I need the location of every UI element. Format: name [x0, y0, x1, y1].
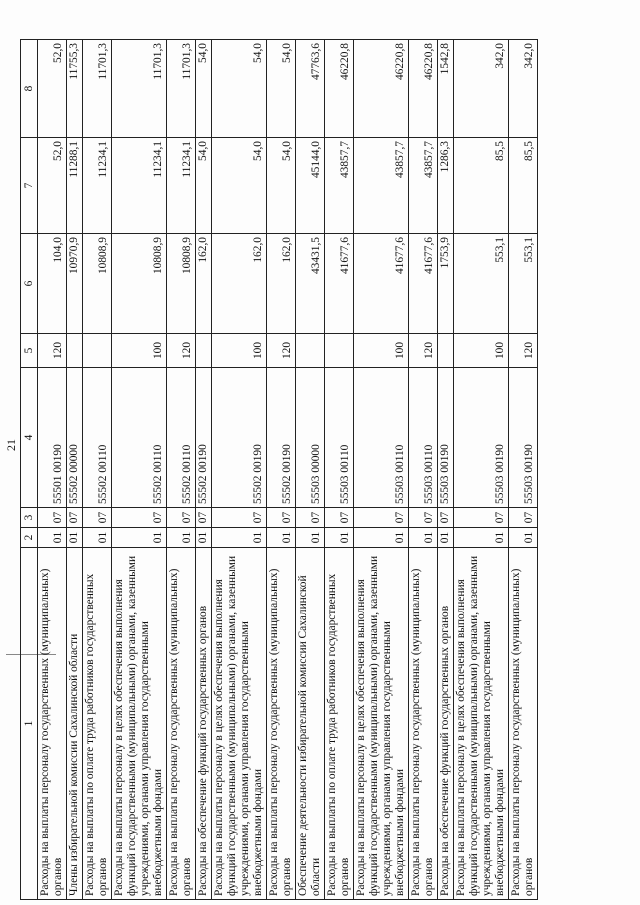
amount-col6: 10808,9	[167, 234, 196, 334]
row-description: Расходы на выплаты по оплате труда работников государственных органов	[83, 548, 112, 900]
amount-col6: 10808,9	[83, 234, 112, 334]
amount-col8: 1542,8	[438, 40, 454, 138]
row-description: Расходы на выплаты персоналу в целях обеспечения выполнения функций государственными (муниципальными) органами, казенными учреждениями, органами управления государственными внебюджетными фондами	[112, 548, 167, 900]
target-article-code: 55502 00110	[83, 368, 112, 508]
amount-col8: 11701,3	[112, 40, 167, 138]
rotated-page-content	[4, 30, 538, 900]
subsection-code: 07	[438, 508, 454, 528]
header-cell: 5	[21, 334, 38, 368]
section-code: 01	[354, 528, 409, 548]
table-row	[67, 40, 83, 900]
table-row	[354, 40, 409, 900]
target-article-code: 55503 00190	[454, 368, 509, 508]
section-code: 01	[196, 528, 212, 548]
row-description: Расходы на выплаты персоналу государственных (муниципальных) органов	[267, 548, 296, 900]
page-number: 21	[4, 439, 18, 451]
subsection-code: 07	[38, 508, 67, 528]
section-code: 01	[438, 528, 454, 548]
expense-type-code: 120	[38, 334, 67, 368]
row-description: Расходы на выплаты персоналу государственных (муниципальных) органов	[409, 548, 438, 900]
amount-col7: 11234,1	[167, 138, 196, 234]
table-row	[296, 40, 325, 900]
table-row	[267, 40, 296, 900]
amount-col8: 46220,8	[325, 40, 354, 138]
amount-col6: 41677,6	[409, 234, 438, 334]
amount-col8: 54,0	[196, 40, 212, 138]
amount-col7: 85,5	[509, 138, 538, 234]
amount-col6: 162,0	[267, 234, 296, 334]
subsection-code: 07	[267, 508, 296, 528]
subsection-code: 07	[212, 508, 267, 528]
subsection-code: 07	[454, 508, 509, 528]
target-article-code: 55503 00110	[325, 368, 354, 508]
row-description: Расходы на выплаты по оплате труда работников государственных органов	[325, 548, 354, 900]
expense-type-code	[438, 334, 454, 368]
table-row	[509, 40, 538, 900]
table-row	[83, 40, 112, 900]
amount-col6: 553,1	[454, 234, 509, 334]
amount-col6: 162,0	[196, 234, 212, 334]
amount-col8: 46220,8	[409, 40, 438, 138]
subsection-code: 07	[409, 508, 438, 528]
amount-col6: 43431,5	[296, 234, 325, 334]
amount-col6: 10970,9	[67, 234, 83, 334]
amount-col8: 11755,3	[67, 40, 83, 138]
table-header-row	[21, 40, 38, 900]
row-description: Расходы на выплаты персоналу в целях обеспечения выполнения функций государственными (муниципальными) органами, казенными учреждениями, органами управления государственными внебюджетными фондами	[212, 548, 267, 900]
row-description: Расходы на выплаты персоналу в целях обеспечения выполнения функций государственными (муниципальными) органами, казенными учреждениями, органами управления государственными внебюджетными фондами	[354, 548, 409, 900]
subsection-code: 07	[112, 508, 167, 528]
expense-type-code: 100	[454, 334, 509, 368]
expense-type-code	[296, 334, 325, 368]
amount-col8: 54,0	[267, 40, 296, 138]
amount-col7: 1286,3	[438, 138, 454, 234]
amount-col7: 52,0	[38, 138, 67, 234]
amount-col7: 11234,1	[112, 138, 167, 234]
budget-table	[20, 39, 538, 900]
section-code: 01	[325, 528, 354, 548]
header-cell: 1	[21, 548, 38, 900]
subsection-code: 07	[167, 508, 196, 528]
target-article-code: 55502 00190	[212, 368, 267, 508]
expense-type-code: 120	[509, 334, 538, 368]
amount-col6: 162,0	[212, 234, 267, 334]
row-description: Расходы на выплаты персоналу государственных (муниципальных) органов	[167, 548, 196, 900]
subsection-code: 07	[83, 508, 112, 528]
row-description: Расходы на обеспечение функций государственных органов	[196, 548, 212, 900]
amount-col7: 43857,7	[325, 138, 354, 234]
expense-type-code	[325, 334, 354, 368]
header-cell: 8	[21, 40, 38, 138]
table-row	[409, 40, 438, 900]
amount-col7: 43857,7	[354, 138, 409, 234]
amount-col6: 41677,6	[325, 234, 354, 334]
subsection-code: 07	[325, 508, 354, 528]
section-code: 01	[509, 528, 538, 548]
expense-type-code: 120	[267, 334, 296, 368]
table-row	[438, 40, 454, 900]
table-row	[454, 40, 509, 900]
target-article-code: 55503 00110	[409, 368, 438, 508]
section-code: 01	[296, 528, 325, 548]
amount-col7: 85,5	[454, 138, 509, 234]
amount-col6: 1753,9	[438, 234, 454, 334]
row-description: Расходы на обеспечение функций государственных органов	[438, 548, 454, 900]
table-row	[167, 40, 196, 900]
expense-type-code	[83, 334, 112, 368]
target-article-code: 55503 00190	[509, 368, 538, 508]
amount-col7: 11234,1	[83, 138, 112, 234]
table-row	[112, 40, 167, 900]
subsection-code: 07	[67, 508, 83, 528]
header-cell: 2	[21, 528, 38, 548]
section-code: 01	[212, 528, 267, 548]
amount-col7: 54,0	[212, 138, 267, 234]
section-code: 01	[38, 528, 67, 548]
target-article-code: 55502 00000	[67, 368, 83, 508]
header-cell: 7	[21, 138, 38, 234]
amount-col8: 54,0	[212, 40, 267, 138]
row-description: Расходы на выплаты персоналу в целях обеспечения выполнения функций государственными (муниципальными) органами, казенными учреждениями, органами управления государственными внебюджетными фондами	[454, 548, 509, 900]
table-row	[325, 40, 354, 900]
expense-type-code: 100	[212, 334, 267, 368]
section-code: 01	[409, 528, 438, 548]
amount-col8: 11701,3	[83, 40, 112, 138]
amount-col7: 45144,0	[296, 138, 325, 234]
table-row	[212, 40, 267, 900]
table-row	[38, 40, 67, 900]
amount-col7: 11288,1	[67, 138, 83, 234]
header-cell: 6	[21, 234, 38, 334]
table-body	[38, 40, 538, 900]
target-article-code: 55502 00110	[112, 368, 167, 508]
target-article-code: 55502 00110	[167, 368, 196, 508]
section-code: 01	[112, 528, 167, 548]
header-cell: 3	[21, 508, 38, 528]
row-description: Члены избирательной комиссии Сахалинской области	[67, 548, 83, 900]
expense-type-code: 100	[112, 334, 167, 368]
section-code: 01	[167, 528, 196, 548]
section-code: 01	[83, 528, 112, 548]
expense-type-code: 120	[409, 334, 438, 368]
amount-col8: 342,0	[454, 40, 509, 138]
amount-col8: 342,0	[509, 40, 538, 138]
expense-type-code	[196, 334, 212, 368]
table-row	[196, 40, 212, 900]
target-article-code: 55503 00190	[438, 368, 454, 508]
amount-col6: 553,1	[509, 234, 538, 334]
subsection-code: 07	[296, 508, 325, 528]
target-article-code: 55502 00190	[196, 368, 212, 508]
target-article-code: 55502 00190	[267, 368, 296, 508]
subsection-code: 07	[509, 508, 538, 528]
amount-col8: 47763,6	[296, 40, 325, 138]
row-description: Обеспечение деятельности избирательной комиссии Сахалинской области	[296, 548, 325, 900]
target-article-code: 55503 00110	[354, 368, 409, 508]
amount-col7: 43857,7	[409, 138, 438, 234]
amount-col6: 104,0	[38, 234, 67, 334]
header-cell: 4	[21, 368, 38, 508]
expense-type-code: 100	[354, 334, 409, 368]
section-code: 01	[454, 528, 509, 548]
amount-col7: 54,0	[267, 138, 296, 234]
amount-col6: 10808,9	[112, 234, 167, 334]
amount-col8: 52,0	[38, 40, 67, 138]
target-article-code: 55501 00190	[38, 368, 67, 508]
amount-col8: 11701,3	[167, 40, 196, 138]
row-description: Расходы на выплаты персоналу государственных (муниципальных) органов	[509, 548, 538, 900]
amount-col7: 54,0	[196, 138, 212, 234]
amount-col6: 41677,6	[354, 234, 409, 334]
subsection-code: 07	[354, 508, 409, 528]
amount-col8: 46220,8	[354, 40, 409, 138]
expense-type-code: 120	[167, 334, 196, 368]
section-code: 01	[267, 528, 296, 548]
subsection-code: 07	[196, 508, 212, 528]
target-article-code: 55503 00000	[296, 368, 325, 508]
section-code: 01	[67, 528, 83, 548]
expense-type-code	[67, 334, 83, 368]
row-description: Расходы на выплаты персоналу государственных (муниципальных) органов	[38, 548, 67, 900]
